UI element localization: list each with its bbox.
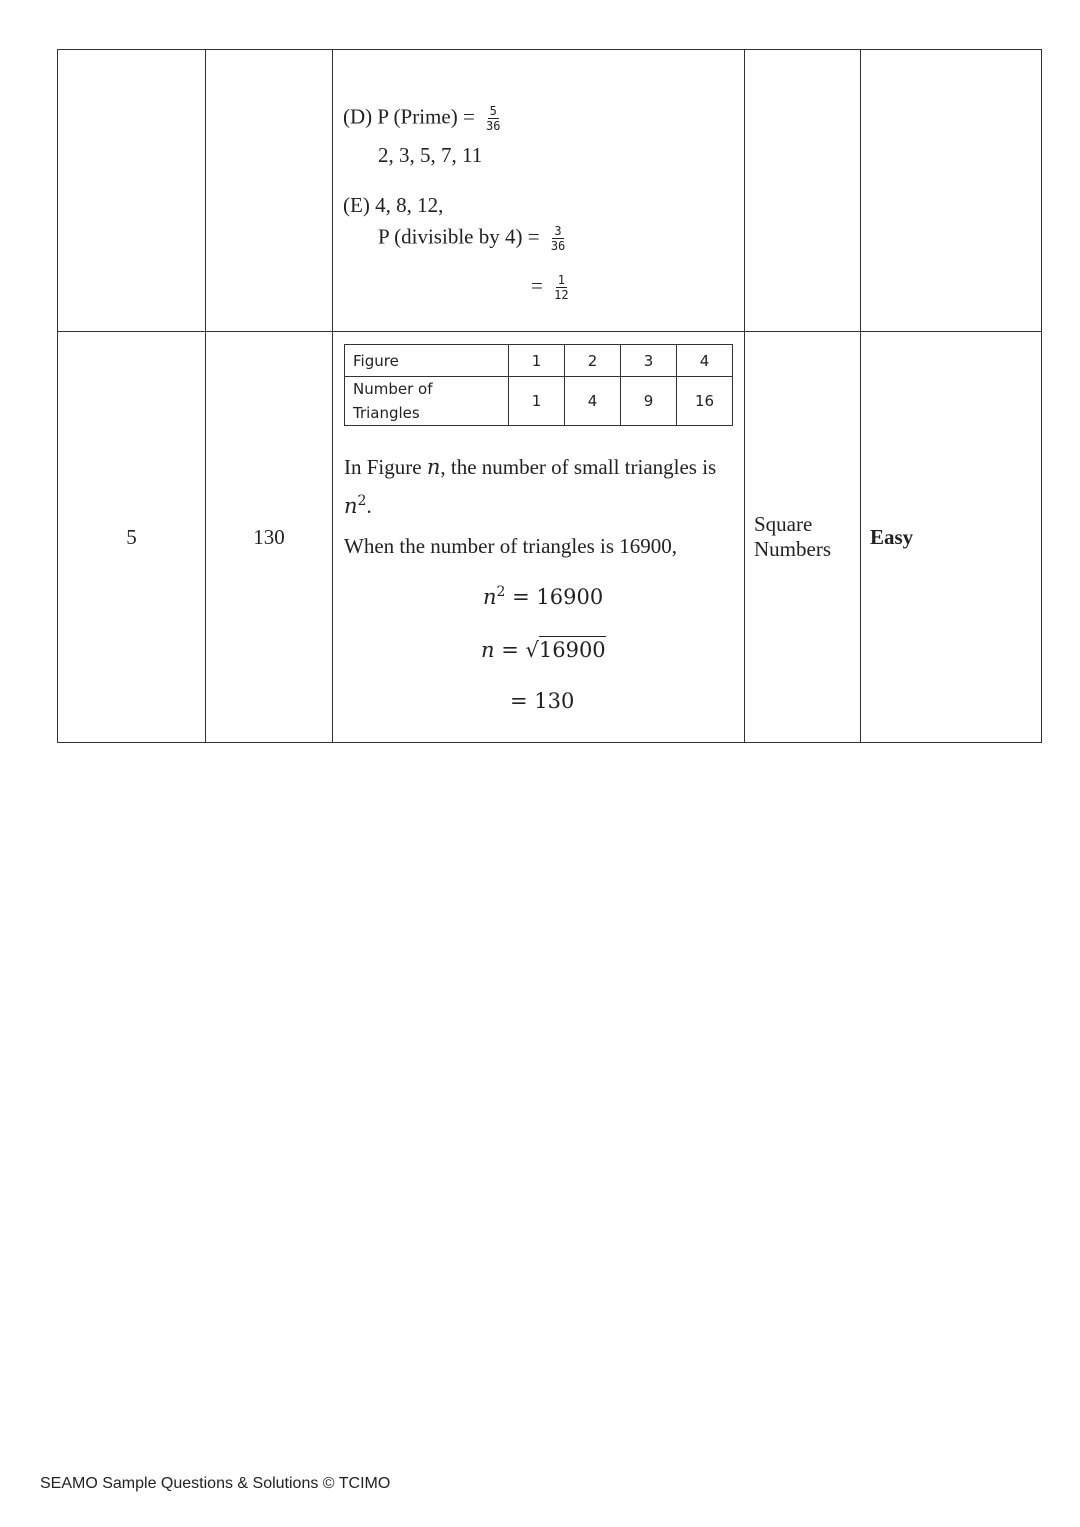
figure-value: 3 [621, 345, 677, 377]
topic-cell [745, 50, 861, 332]
triangles-label: Number of Triangles [345, 377, 509, 426]
triangles-value: 1 [509, 377, 565, 426]
prime-list: 2, 3, 5, 7, 11 [378, 143, 483, 167]
explanation-line-1: In Figure n, the number of small triangles is [344, 455, 717, 479]
difficulty-cell: Easy [861, 332, 1042, 743]
divisible-probability: P (divisible by 4) = $\frac{3}{36}$ [378, 224, 566, 253]
figure-triangles-table [344, 344, 733, 426]
triangles-value: 4 [565, 377, 621, 426]
fraction: $\frac{3}{36}$ [550, 224, 566, 253]
option-d-line: (D) P (Prime) = $\frac{5}{36}$ [343, 104, 501, 133]
question-number-cell: 5 [58, 332, 206, 743]
solution-cell [333, 50, 745, 332]
simplified-probability: = $\frac{1}{12}$ [531, 273, 569, 302]
page-footer: SEAMO Sample Questions & Solutions © TCIMO [40, 1475, 391, 1492]
triangles-value: 9 [621, 377, 677, 426]
topic-cell: Square Numbers [745, 332, 861, 743]
figure-label: Figure [345, 345, 509, 377]
explanation-line-3: When the number of triangles is 16900, [344, 534, 678, 558]
answer-cell: 130 [206, 332, 333, 743]
figure-value: 2 [565, 345, 621, 377]
triangles-value: 16 [677, 377, 733, 426]
table-row [58, 50, 1042, 332]
equation-1: $n^2 = 16900$ [483, 584, 604, 609]
explanation-line-2: $n^2$. [344, 493, 372, 518]
figure-value: 4 [677, 345, 733, 377]
equation-2: n = √16900 [481, 638, 606, 662]
answer-cell [206, 50, 333, 332]
table-row [345, 345, 733, 377]
option-e-line: (E) 4, 8, 12, [343, 193, 444, 217]
table-row [345, 377, 733, 426]
equation-3: = 130 [510, 689, 575, 713]
difficulty-cell [861, 50, 1042, 332]
fraction: $\frac{1}{12}$ [554, 273, 569, 302]
figure-value: 1 [509, 345, 565, 377]
solution-cell [333, 332, 745, 743]
fraction: $\frac{5}{36}$ [486, 104, 501, 133]
question-number-cell [58, 50, 206, 332]
solutions-table [57, 49, 1042, 743]
table-row [58, 332, 1042, 743]
